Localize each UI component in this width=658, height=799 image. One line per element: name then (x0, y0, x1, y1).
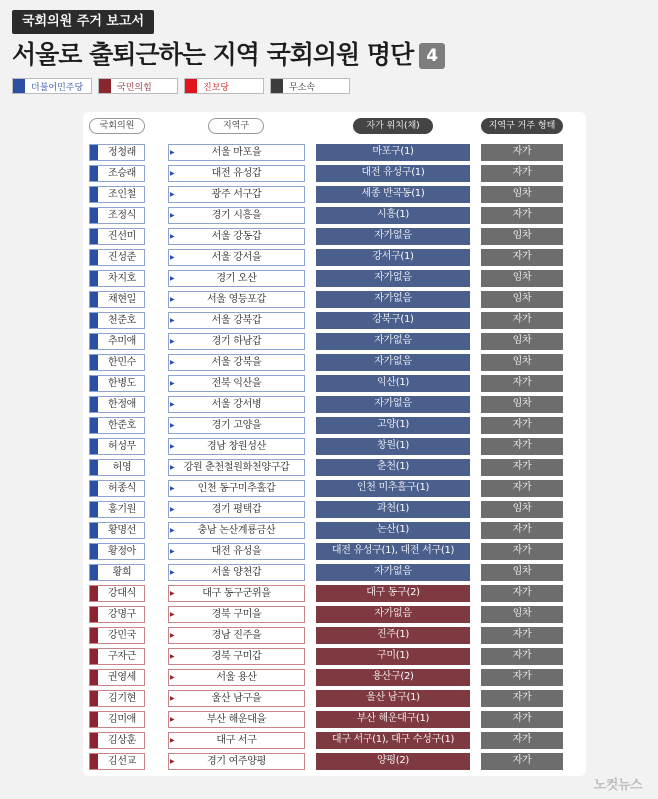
residence-type-cell: 자가 (481, 375, 563, 392)
home-location-cell: 강서구(1) (316, 249, 470, 266)
home-location-cell: 자가없음 (316, 228, 470, 245)
member-name-cell (89, 564, 145, 581)
residence-type-cell: 자가 (481, 627, 563, 644)
member-name: 한민수 (107, 357, 137, 368)
home-location-cell: 세종 반곡동(1) (316, 186, 470, 203)
member-name: 강대식 (107, 588, 137, 599)
district-name: 대구 서구 (216, 735, 257, 746)
member-name-cell (89, 291, 145, 308)
member-name: 황명선 (107, 525, 137, 536)
party-color-mark (90, 208, 98, 223)
member-name-cell (89, 396, 145, 413)
home-location-cell: 과천(1) (316, 501, 470, 518)
member-name: 채현일 (107, 294, 137, 305)
table-row (83, 394, 586, 415)
residence-type-cell: 자가 (481, 669, 563, 686)
district-cell (168, 438, 305, 455)
member-name-cell (89, 165, 145, 182)
member-name: 구자근 (107, 651, 137, 662)
arrow-right-icon: ▶ (170, 359, 175, 366)
table-row (83, 373, 586, 394)
district-name: 서울 강서을 (211, 252, 262, 263)
residence-type-cell: 자가 (481, 417, 563, 434)
home-location-cell: 익산(1) (316, 375, 470, 392)
party-color-mark (90, 418, 98, 433)
party-color-mark (90, 670, 98, 685)
member-name: 권영세 (107, 672, 137, 683)
arrow-right-icon: ▶ (170, 296, 175, 303)
district-name: 서울 용산 (216, 672, 257, 683)
party-color-mark (90, 544, 98, 559)
member-name: 진성준 (107, 252, 137, 263)
arrow-right-icon: ▶ (170, 653, 175, 660)
column-header-form: 지역구 거주 형태 (481, 118, 563, 134)
arrow-right-icon: ▶ (170, 422, 175, 429)
residence-type-cell: 자가 (481, 459, 563, 476)
party-color-mark (90, 523, 98, 538)
party-color-mark (90, 376, 98, 391)
party-color-mark (90, 145, 98, 160)
column-header-name: 국회의원 (89, 118, 145, 134)
district-name: 경북 구미을 (211, 609, 262, 620)
district-name: 서울 강북을 (211, 357, 262, 368)
member-name-cell (89, 606, 145, 623)
district-cell (168, 501, 305, 518)
home-location-cell: 자가없음 (316, 354, 470, 371)
party-color-mark (90, 565, 98, 580)
table-row (83, 331, 586, 352)
table-row (83, 184, 586, 205)
arrow-right-icon: ▶ (170, 275, 175, 282)
home-location-cell: 대구 서구(1), 대구 수성구(1) (316, 732, 470, 749)
arrow-right-icon: ▶ (170, 170, 175, 177)
home-location-cell: 인천 미추홀구(1) (316, 480, 470, 497)
arrow-right-icon: ▶ (170, 590, 175, 597)
home-location-cell: 자가없음 (316, 564, 470, 581)
home-location-cell: 대전 유성구(1), 대전 서구(1) (316, 543, 470, 560)
table-row (83, 457, 586, 478)
legend-label: 국민의힘 (117, 82, 152, 93)
district-cell (168, 669, 305, 686)
member-name: 허성무 (107, 441, 137, 452)
arrow-right-icon: ▶ (170, 569, 175, 576)
district-cell (168, 207, 305, 224)
district-cell (168, 711, 305, 728)
home-location-cell: 대구 동구(2) (316, 585, 470, 602)
district-cell (168, 144, 305, 161)
table-row (83, 667, 586, 688)
arrow-right-icon: ▶ (170, 632, 175, 639)
party-color-mark (90, 250, 98, 265)
member-name-cell (89, 207, 145, 224)
member-name: 허종식 (107, 483, 137, 494)
member-name-cell (89, 627, 145, 644)
legend-swatch (99, 79, 111, 93)
district-cell (168, 459, 305, 476)
member-name: 강명구 (107, 609, 137, 620)
table-header (83, 118, 586, 136)
member-name-cell (89, 459, 145, 476)
home-location-cell: 용산구(2) (316, 669, 470, 686)
legend-item (184, 78, 264, 94)
arrow-right-icon: ▶ (170, 212, 175, 219)
district-name: 부산 해운대을 (206, 714, 267, 725)
district-name: 경기 여주양평 (206, 756, 267, 767)
member-name: 김기현 (107, 693, 137, 704)
party-color-mark (90, 271, 98, 286)
arrow-right-icon: ▶ (170, 149, 175, 156)
residence-type-cell: 자가 (481, 249, 563, 266)
home-location-cell: 창원(1) (316, 438, 470, 455)
party-color-mark (90, 649, 98, 664)
arrow-right-icon: ▶ (170, 611, 175, 618)
table-row (83, 520, 586, 541)
party-color-mark (90, 313, 98, 328)
residence-type-cell: 자가 (481, 543, 563, 560)
member-name: 추미애 (107, 336, 137, 347)
arrow-right-icon: ▶ (170, 191, 175, 198)
district-cell (168, 375, 305, 392)
arrow-right-icon: ▶ (170, 695, 175, 702)
district-cell (168, 417, 305, 434)
residence-type-cell: 자가 (481, 480, 563, 497)
residence-type-cell: 임차 (481, 396, 563, 413)
legend-label: 무소속 (289, 82, 316, 93)
party-color-mark (90, 187, 98, 202)
district-name: 경남 진주을 (211, 630, 262, 641)
party-color-mark (90, 586, 98, 601)
table-row (83, 247, 586, 268)
members-table (83, 112, 586, 776)
member-name: 차지호 (107, 273, 137, 284)
table-row (83, 205, 586, 226)
district-name: 인천 동구미추홀갑 (197, 483, 276, 494)
legend-item (270, 78, 350, 94)
district-name: 서울 영등포갑 (206, 294, 267, 305)
district-cell (168, 606, 305, 623)
residence-type-cell: 임차 (481, 354, 563, 371)
home-location-cell: 춘천(1) (316, 459, 470, 476)
residence-type-cell: 임차 (481, 270, 563, 287)
table-row (83, 226, 586, 247)
district-name: 서울 강서병 (211, 399, 262, 410)
arrow-right-icon: ▶ (170, 758, 175, 765)
arrow-right-icon: ▶ (170, 716, 175, 723)
district-cell (168, 543, 305, 560)
member-name: 정청래 (107, 147, 137, 158)
table-row (83, 625, 586, 646)
table-row (83, 541, 586, 562)
legend-swatch (185, 79, 197, 93)
party-legend (12, 78, 350, 94)
district-name: 경기 하남갑 (211, 336, 262, 347)
district-cell (168, 312, 305, 329)
home-location-cell: 대전 유성구(1) (316, 165, 470, 182)
arrow-right-icon: ▶ (170, 737, 175, 744)
member-name-cell (89, 270, 145, 287)
district-cell (168, 648, 305, 665)
table-row (83, 688, 586, 709)
table-row (83, 268, 586, 289)
district-name: 경기 시흥을 (211, 210, 262, 221)
party-color-mark (90, 502, 98, 517)
home-location-cell: 논산(1) (316, 522, 470, 539)
residence-type-cell: 자가 (481, 753, 563, 770)
member-name-cell (89, 249, 145, 266)
district-name: 경북 구미갑 (211, 651, 262, 662)
member-name-cell (89, 228, 145, 245)
member-name-cell (89, 522, 145, 539)
arrow-right-icon: ▶ (170, 338, 175, 345)
member-name: 한정애 (107, 399, 137, 410)
residence-type-cell: 자가 (481, 585, 563, 602)
member-name-cell (89, 312, 145, 329)
member-name-cell (89, 480, 145, 497)
residence-type-cell: 임차 (481, 564, 563, 581)
table-row (83, 289, 586, 310)
member-name: 황정아 (107, 546, 137, 557)
arrow-right-icon: ▶ (170, 548, 175, 555)
member-name: 황희 (112, 567, 132, 578)
party-color-mark (90, 439, 98, 454)
member-name: 강민국 (107, 630, 137, 641)
table-row (83, 646, 586, 667)
table-row (83, 604, 586, 625)
party-color-mark (90, 691, 98, 706)
arrow-right-icon: ▶ (170, 233, 175, 240)
district-name: 대구 동구군위을 (202, 588, 271, 599)
home-location-cell: 울산 남구(1) (316, 690, 470, 707)
party-color-mark (90, 607, 98, 622)
residence-type-cell: 자가 (481, 144, 563, 161)
home-location-cell: 마포구(1) (316, 144, 470, 161)
district-cell (168, 585, 305, 602)
home-location-cell: 구미(1) (316, 648, 470, 665)
party-color-mark (90, 733, 98, 748)
legend-item (12, 78, 92, 94)
table-row (83, 478, 586, 499)
district-name: 서울 마포을 (211, 147, 262, 158)
residence-type-cell: 자가 (481, 522, 563, 539)
member-name: 김미애 (107, 714, 137, 725)
home-location-cell: 자가없음 (316, 333, 470, 350)
member-name: 조인철 (107, 189, 137, 200)
arrow-right-icon: ▶ (170, 380, 175, 387)
district-cell (168, 627, 305, 644)
legend-swatch (13, 79, 25, 93)
home-location-cell: 자가없음 (316, 396, 470, 413)
district-cell (168, 270, 305, 287)
table-row (83, 415, 586, 436)
district-name: 경남 창원성산 (206, 441, 267, 452)
residence-type-cell: 임차 (481, 228, 563, 245)
member-name: 김상훈 (107, 735, 137, 746)
column-header-home: 자가 위치(채) (353, 118, 433, 134)
member-name-cell (89, 354, 145, 371)
district-cell (168, 354, 305, 371)
member-name: 진선미 (107, 231, 137, 242)
district-cell (168, 165, 305, 182)
district-cell (168, 291, 305, 308)
district-name: 대전 유성을 (211, 546, 262, 557)
member-name-cell (89, 648, 145, 665)
party-color-mark (90, 754, 98, 769)
residence-type-cell: 임차 (481, 291, 563, 308)
district-cell (168, 249, 305, 266)
district-cell (168, 333, 305, 350)
table-row (83, 499, 586, 520)
home-location-cell: 고양(1) (316, 417, 470, 434)
member-name-cell (89, 753, 145, 770)
district-cell (168, 396, 305, 413)
table-row (83, 709, 586, 730)
table-row (83, 142, 586, 163)
member-name-cell (89, 333, 145, 350)
member-name-cell (89, 501, 145, 518)
column-header-district: 지역구 (208, 118, 264, 134)
member-name: 허영 (112, 462, 132, 473)
district-cell (168, 522, 305, 539)
member-name-cell (89, 732, 145, 749)
district-name: 충남 논산계룡금산 (197, 525, 276, 536)
publisher-logo: 노컷뉴스 (593, 778, 642, 793)
table-body (83, 142, 586, 772)
page-number-badge: 4 (419, 43, 445, 69)
district-name: 서울 강북갑 (211, 315, 262, 326)
table-row (83, 352, 586, 373)
arrow-right-icon: ▶ (170, 506, 175, 513)
member-name-cell (89, 417, 145, 434)
party-color-mark (90, 292, 98, 307)
table-row (83, 562, 586, 583)
arrow-right-icon: ▶ (170, 527, 175, 534)
member-name-cell (89, 186, 145, 203)
arrow-right-icon: ▶ (170, 464, 175, 471)
legend-label: 진보당 (203, 82, 230, 93)
residence-type-cell: 임차 (481, 186, 563, 203)
district-cell (168, 228, 305, 245)
district-cell (168, 186, 305, 203)
party-color-mark (90, 229, 98, 244)
home-location-cell: 강북구(1) (316, 312, 470, 329)
member-name: 조승래 (107, 168, 137, 179)
table-row (83, 163, 586, 184)
home-location-cell: 자가없음 (316, 291, 470, 308)
district-name: 전북 익산을 (211, 378, 262, 389)
district-cell (168, 480, 305, 497)
home-location-cell: 자가없음 (316, 606, 470, 623)
district-name: 대전 유성갑 (211, 168, 262, 179)
member-name-cell (89, 375, 145, 392)
home-location-cell: 부산 해운대구(1) (316, 711, 470, 728)
residence-type-cell: 임차 (481, 501, 563, 518)
party-color-mark (90, 166, 98, 181)
district-name: 경기 고양을 (211, 420, 262, 431)
party-color-mark (90, 481, 98, 496)
residence-type-cell: 자가 (481, 648, 563, 665)
home-location-cell: 진주(1) (316, 627, 470, 644)
member-name: 천준호 (107, 315, 137, 326)
district-name: 강원 춘천철원화천양구갑 (183, 462, 290, 473)
residence-type-cell: 자가 (481, 711, 563, 728)
member-name-cell (89, 711, 145, 728)
arrow-right-icon: ▶ (170, 401, 175, 408)
member-name-cell (89, 690, 145, 707)
member-name-cell (89, 585, 145, 602)
member-name: 홍기원 (107, 504, 137, 515)
residence-type-cell: 자가 (481, 438, 563, 455)
legend-item (98, 78, 178, 94)
district-cell (168, 690, 305, 707)
district-cell (168, 753, 305, 770)
legend-swatch (271, 79, 283, 93)
party-color-mark (90, 628, 98, 643)
district-cell (168, 564, 305, 581)
party-color-mark (90, 460, 98, 475)
report-badge: 국회의원 주거 보고서 (12, 10, 154, 34)
member-name-cell (89, 543, 145, 560)
party-color-mark (90, 355, 98, 370)
table-row (83, 751, 586, 772)
home-location-cell: 자가없음 (316, 270, 470, 287)
member-name: 조정식 (107, 210, 137, 221)
table-row (83, 730, 586, 751)
district-cell (168, 732, 305, 749)
table-row (83, 583, 586, 604)
residence-type-cell: 자가 (481, 165, 563, 182)
party-color-mark (90, 397, 98, 412)
district-name: 울산 남구을 (211, 693, 262, 704)
residence-type-cell: 자가 (481, 690, 563, 707)
page-title-text: 서울로 출퇴근하는 지역 국회의원 명단 (12, 40, 414, 69)
district-name: 광주 서구갑 (211, 189, 262, 200)
member-name: 한병도 (107, 378, 137, 389)
district-name: 서울 양천갑 (211, 567, 262, 578)
residence-type-cell: 임차 (481, 606, 563, 623)
member-name-cell (89, 438, 145, 455)
residence-type-cell: 임차 (481, 333, 563, 350)
district-name: 경기 평택갑 (211, 504, 262, 515)
district-name: 서울 강동갑 (211, 231, 262, 242)
residence-type-cell: 자가 (481, 207, 563, 224)
member-name-cell (89, 144, 145, 161)
residence-type-cell: 자가 (481, 732, 563, 749)
page-title (12, 38, 445, 72)
table-row (83, 436, 586, 457)
district-name: 경기 오산 (216, 273, 257, 284)
member-name: 김선교 (107, 756, 137, 767)
home-location-cell: 시흥(1) (316, 207, 470, 224)
member-name-cell (89, 669, 145, 686)
home-location-cell: 양평(2) (316, 753, 470, 770)
arrow-right-icon: ▶ (170, 254, 175, 261)
residence-type-cell: 자가 (481, 312, 563, 329)
party-color-mark (90, 712, 98, 727)
table-row (83, 310, 586, 331)
arrow-right-icon: ▶ (170, 443, 175, 450)
member-name: 한준호 (107, 420, 137, 431)
party-color-mark (90, 334, 98, 349)
arrow-right-icon: ▶ (170, 674, 175, 681)
arrow-right-icon: ▶ (170, 485, 175, 492)
legend-label: 더불어민주당 (31, 82, 84, 93)
arrow-right-icon: ▶ (170, 317, 175, 324)
